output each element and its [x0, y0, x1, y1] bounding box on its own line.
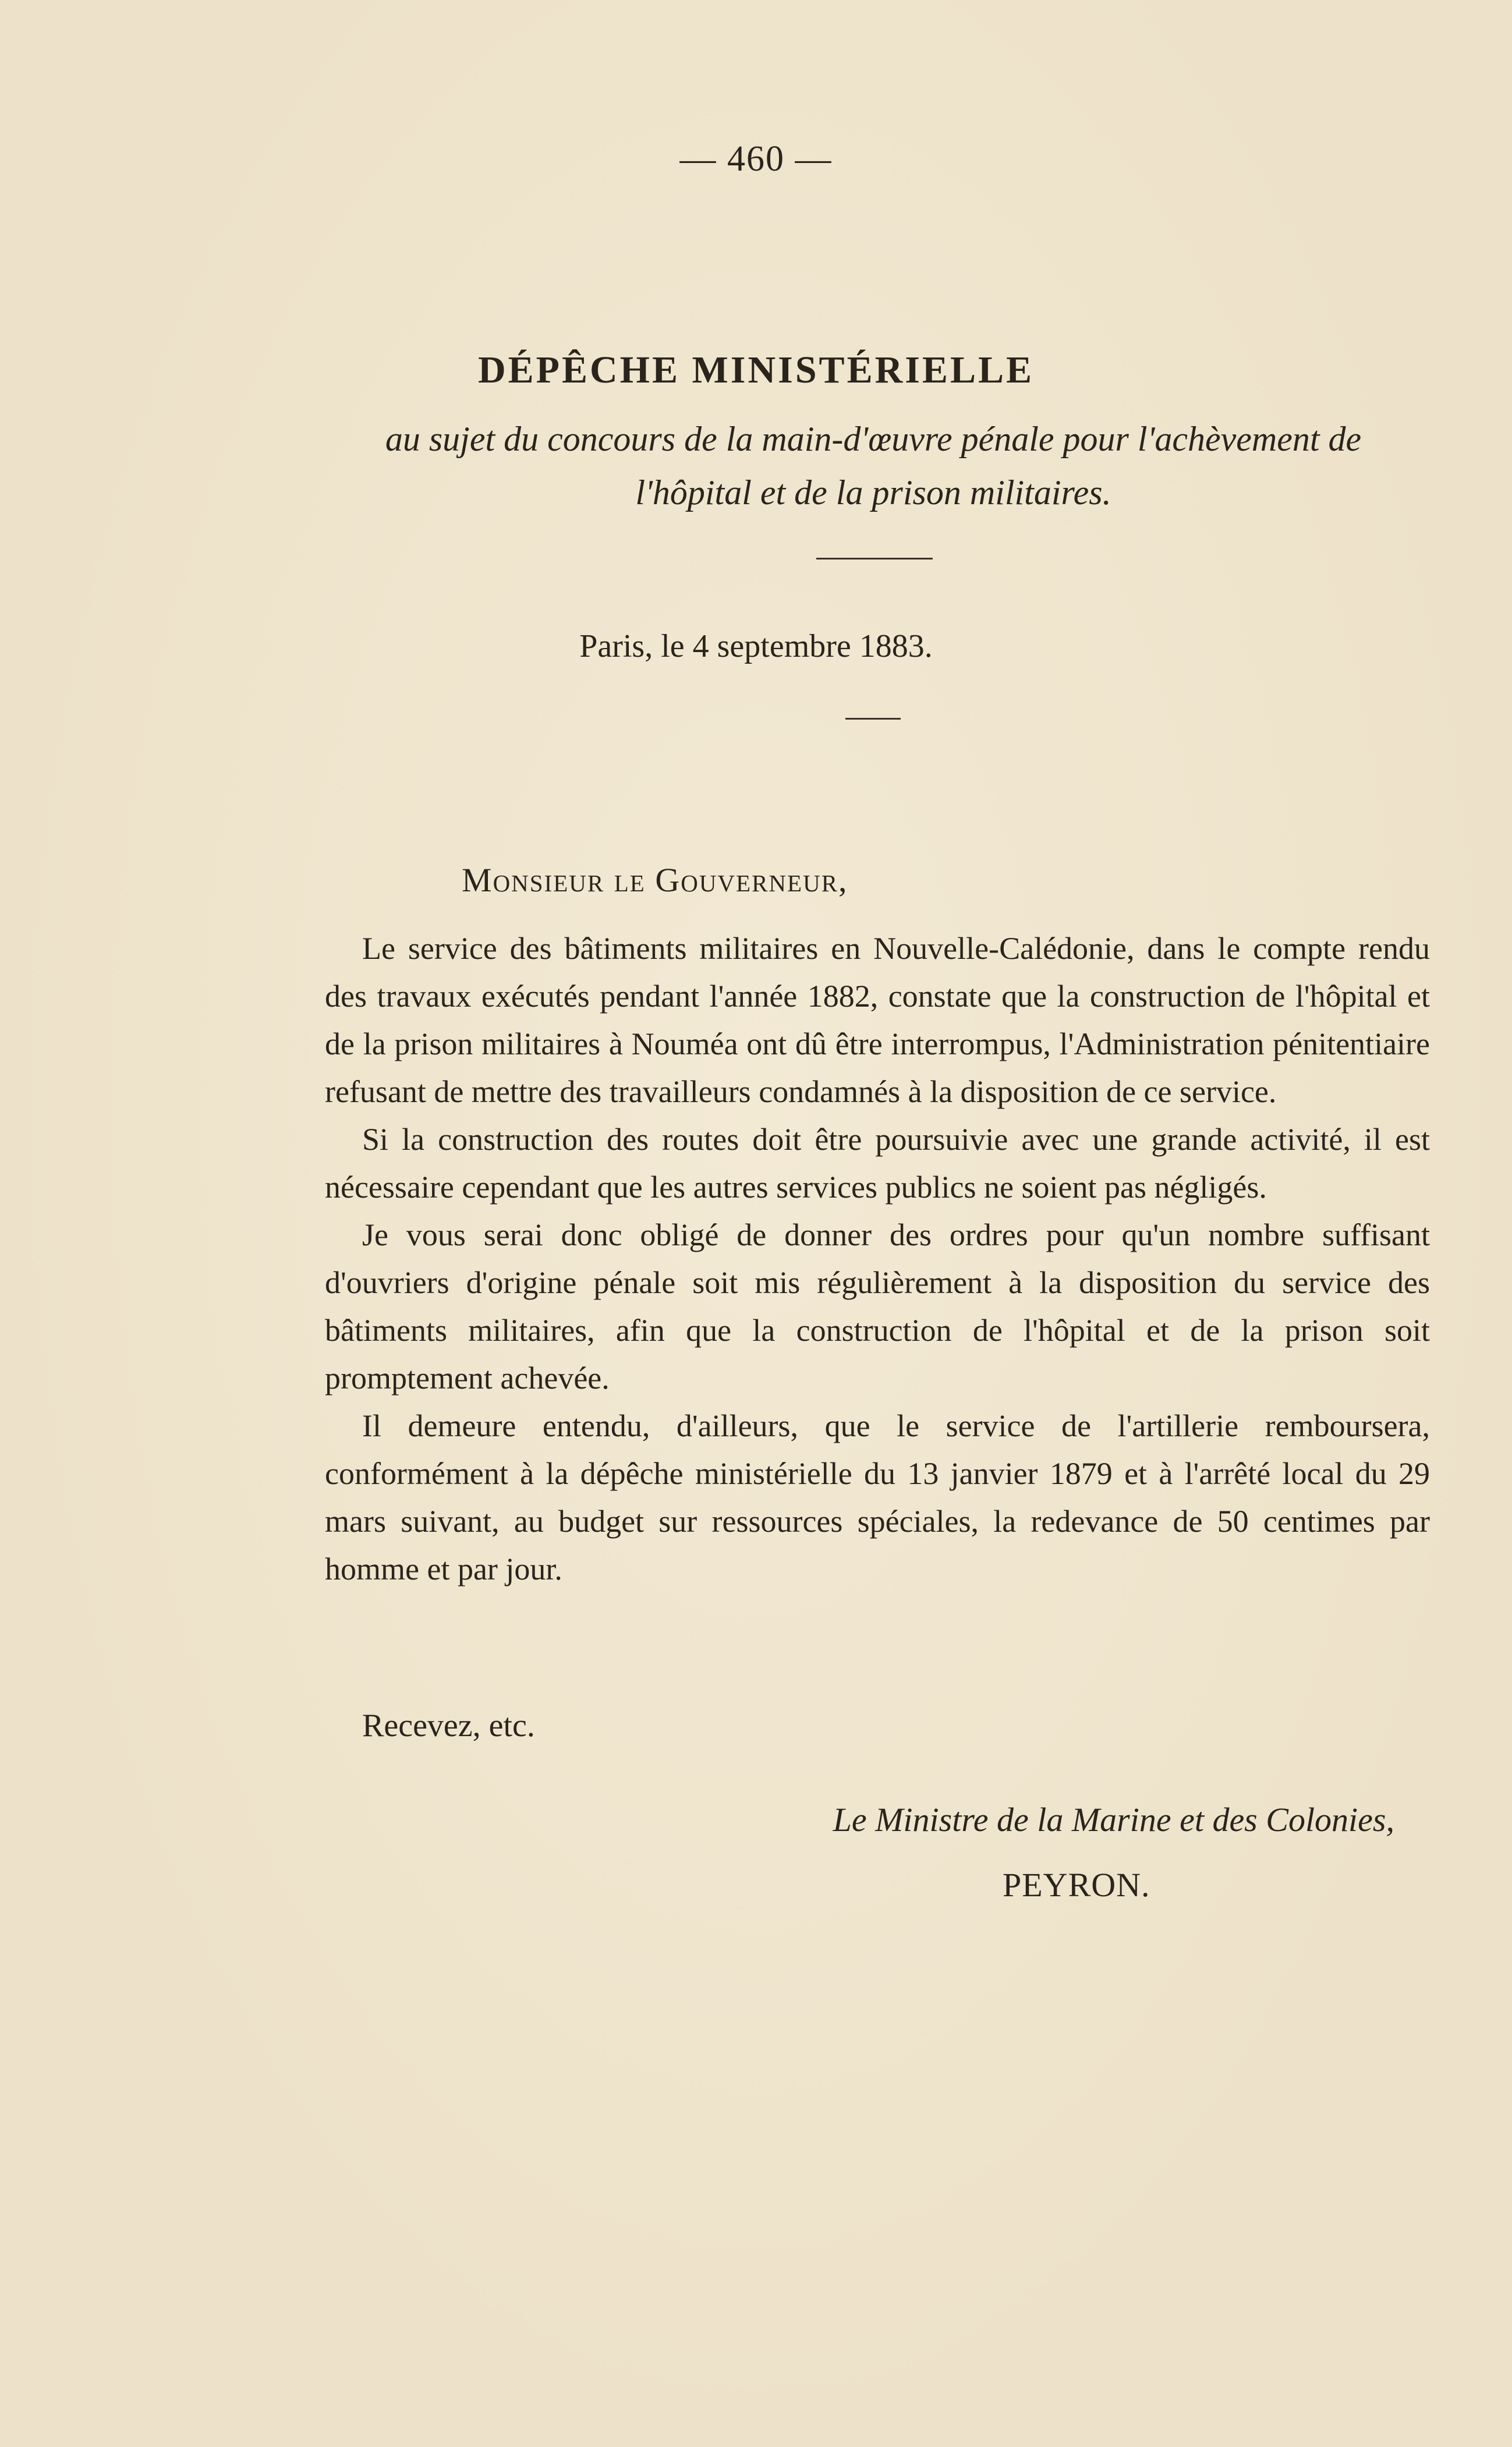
- body-paragraph: Le service des bâtiments militaires en Nouvelle-Calédonie, dans le compte rendu des travaux exécutés pendant l'année 1882, constate que la construction de l'hôpital et de la prison militaires à Nouméa ont dû être interrompus, l'Administration pénitentiaire refusant de mettre des travailleurs condamnés à la disposition de ce service.: [325, 931, 1430, 1109]
- page-number: — 460 —: [679, 139, 833, 179]
- closing-line: Recevez, etc.: [362, 1708, 535, 1744]
- body-paragraph: Je vous serai donc obligé de donner des ordres pour qu'un nombre suffisant d'ouvriers d'origine pénale soit mis régulièrement à la disposition du service des bâtiments militaires, afin que la construction de l'hôpital et de la prison soit promptement achevée.: [325, 1217, 1430, 1396]
- salutation: Monsieur le Gouverneur,: [462, 861, 848, 899]
- signature-name: PEYRON.: [1003, 1866, 1150, 1904]
- dateline-divider: [845, 718, 901, 720]
- document-subtitle: au sujet du concours de la main-d'œuvre pénale pour l'achèvement de l'hôpital et de la prison militaires.: [385, 420, 1362, 512]
- signature-title: Le Ministre de la Marine et des Colonies,: [833, 1801, 1394, 1839]
- title-divider: [816, 558, 933, 559]
- body-paragraph: Si la construction des routes doit être poursuivie avec une grande activité, il est nécessaire cependant que les autres services publics ne soient pas négligés.: [325, 1122, 1430, 1205]
- dateline: Paris, le 4 septembre 1883.: [579, 628, 933, 664]
- document-title: DÉPÊCHE MINISTÉRIELLE: [477, 349, 1035, 391]
- letter-body: [325, 925, 1430, 1593]
- body-paragraph: Il demeure entendu, d'ailleurs, que le service de l'artillerie remboursera, conformément à la dépêche ministérielle du 13 janvier 1879 et à l'arrêté local du 29 mars suivant, au budget sur ressources spéciales, la redevance de 50 centimes par homme et par jour.: [325, 1408, 1430, 1587]
